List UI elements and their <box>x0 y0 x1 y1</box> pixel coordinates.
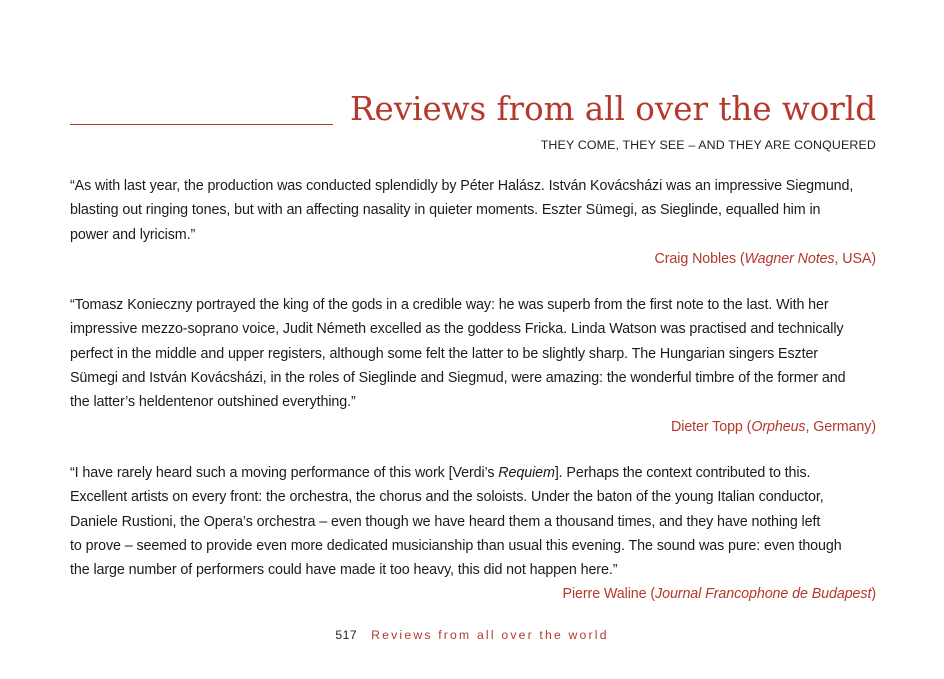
quote-line: perfect in the middle and upper registers, although some felt the latter to be slightly sharp. The Hungarian singers Eszter <box>70 345 818 362</box>
quote-line: blasting out ringing tones, but with an affecting nasality in quieter moments. Eszter Sümegi, as Sieglinde, equalled him in <box>70 202 821 219</box>
review-3 <box>70 461 876 607</box>
reviews-list <box>70 174 876 629</box>
page-footer <box>0 626 944 644</box>
quote-line: power and lyricism.” <box>70 226 196 243</box>
quote-line: impressive mezzo-soprano voice, Judit Németh excelled as the goddess Fricka. Linda Watson was practised and technically <box>70 321 844 338</box>
quote-line: to prove – seemed to provide even more dedicated musicianship than usual this evening. The sound was pure: even though <box>70 537 842 554</box>
review-1 <box>70 174 876 271</box>
quote-line: Excellent artists on every front: the orchestra, the chorus and the soloists. Under the baton of the young Italian conductor, <box>70 489 824 506</box>
review-country: Germany <box>813 418 872 435</box>
review-country: USA <box>842 250 872 267</box>
review-quote <box>70 461 876 582</box>
quote-line <box>70 461 876 485</box>
header-rule <box>70 124 333 125</box>
page-number: 517 <box>335 628 358 642</box>
review-2 <box>70 293 876 439</box>
quote-line: Sümegi and István Kovácsházi, in the roles of Sieglinde and Siegmud, were amazing: the wonderful timbre of the former and <box>70 370 846 387</box>
quote-line: the large number of performers could have made it too heavy, this did not happen here.” <box>70 562 618 579</box>
review-quote <box>70 293 876 414</box>
running-head: Reviews from all over the world <box>371 628 609 642</box>
work-title: Requiem <box>498 464 555 481</box>
quote-text: “I have rarely heard such a moving performance of this work [Verdi’s <box>70 464 499 481</box>
page-title: Reviews from all over the world <box>350 90 876 128</box>
quote-text: ]. Perhaps the context contributed to this. <box>554 464 811 481</box>
page-subtitle: THEY COME, THEY SEE – AND THEY ARE CONQUERED <box>540 138 876 152</box>
page-header <box>70 88 876 128</box>
review-author: Craig Nobles <box>654 250 736 267</box>
quote-line: the latter’s heldentenor outshined everything.” <box>70 394 356 411</box>
quote-line: “Tomasz Konieczny portrayed the king of the gods in a credible way: he was superb from the first note to the last. With her <box>70 297 829 314</box>
quote-line: “As with last year, the production was conducted splendidly by Péter Halász. István Kovácsházi was an impressive Siegmund, <box>70 178 854 194</box>
review-author: Pierre Waline <box>562 586 647 603</box>
review-attribution: Dieter Topp (Orpheus, Germany) <box>671 418 876 435</box>
review-quote <box>70 174 876 247</box>
review-publication: Wagner Notes <box>744 250 835 267</box>
review-attribution: Craig Nobles (Wagner Notes, USA) <box>654 250 876 267</box>
review-publication: Orpheus <box>751 418 806 435</box>
quote-line: Daniele Rustioni, the Opera’s orchestra – even though we have heard them a thousand times, and they have nothing left <box>70 513 821 530</box>
review-attribution: Pierre Waline (Journal Francophone de Budapest) <box>562 586 876 603</box>
review-publication: Journal Francophone de Budapest <box>655 586 872 603</box>
review-author: Dieter Topp <box>671 418 743 435</box>
